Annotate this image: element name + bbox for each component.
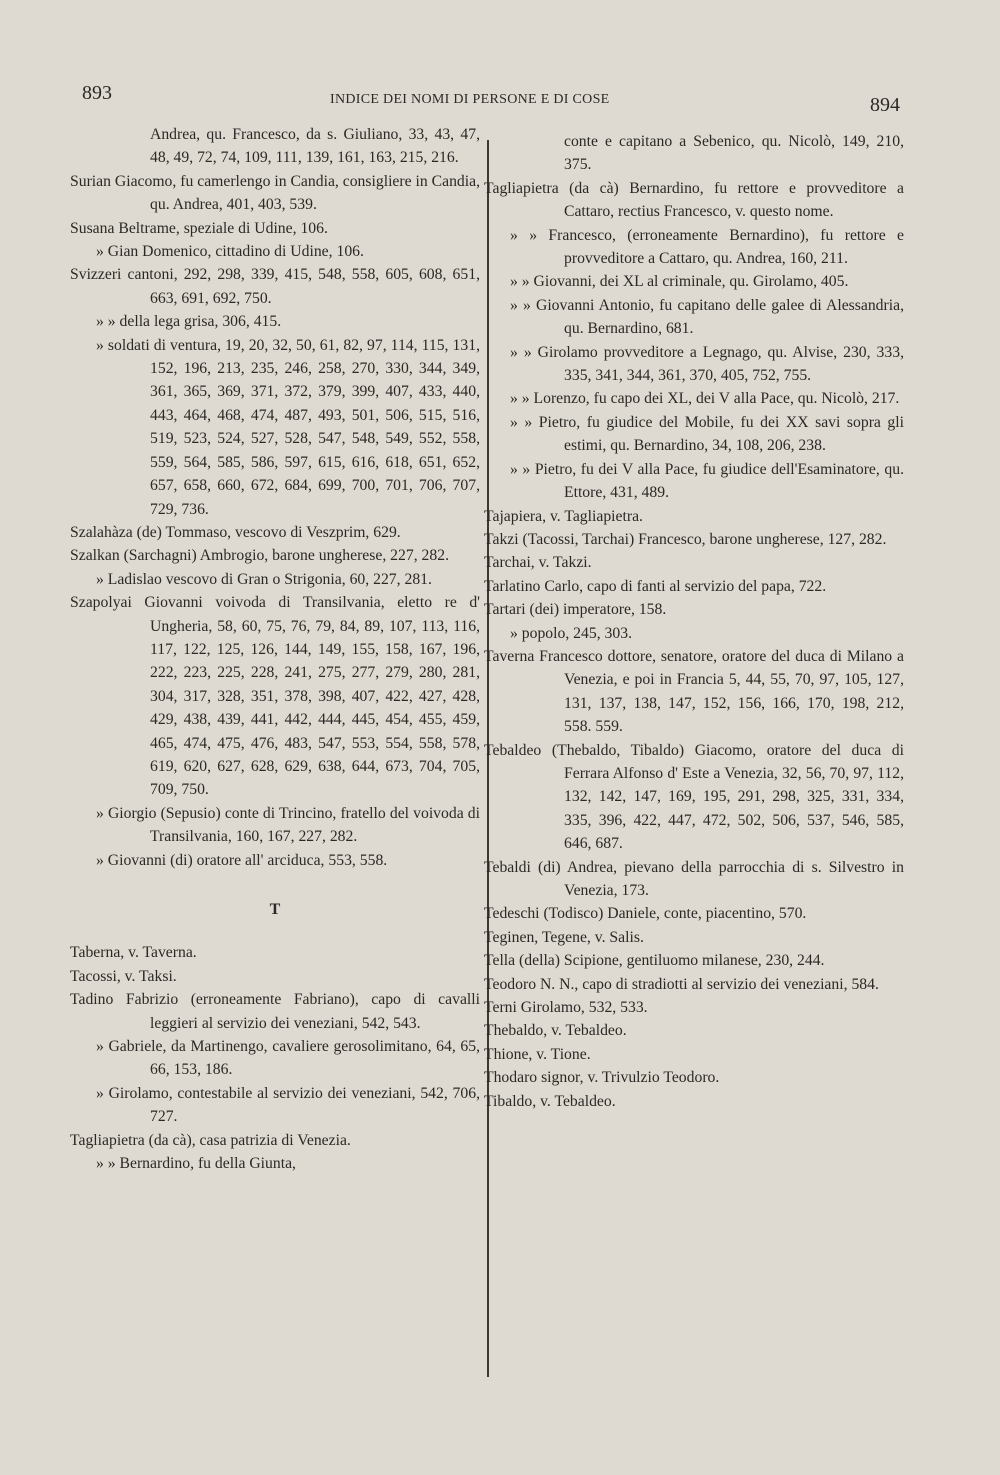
section-letter: T: [269, 901, 281, 918]
index-subentry: » » Giovanni, dei XL al criminale, qu. Girolamo, 405.: [510, 273, 849, 291]
index-entry: Teginen, Tegene, v. Salis.: [484, 928, 644, 946]
left-column: [70, 123, 480, 1175]
index-subentry: » Gian Domenico, cittadino di Udine, 106.: [96, 243, 364, 261]
index-entry: Thodaro signor, v. Trivulzio Teodoro.: [484, 1069, 720, 1087]
index-subentry: » Girolamo, contestabile al servizio dei veneziani, 542, 706, 727.: [96, 1084, 480, 1126]
page-header: [0, 82, 1000, 116]
index-entry: Tadino Fabrizio (erroneamente Fabriano), capo di cavalli leggieri al servizio dei veneziani, 542, 543.: [70, 991, 480, 1032]
index-entry: Thebaldo, v. Tebaldeo.: [484, 1022, 627, 1040]
index-subentry: » popolo, 245, 303.: [510, 624, 633, 642]
index-entry: Tartari (dei) imperatore, 158.: [484, 601, 667, 619]
index-entry-continued: Andrea, qu. Francesco, da s. Giuliano, 33, 43, 47, 48, 49, 72, 74, 109, 111, 139, 161, 163, 215, 216.: [150, 126, 480, 167]
index-subentry: » Ladislao vescovo di Gran o Strigonia, 60, 227, 281.: [96, 570, 432, 588]
index-entry: Tella (della) Scipione, gentiluomo milanese, 230, 244.: [484, 952, 825, 970]
index-subentry: » » Lorenzo, fu capo dei XL, dei V alla Pace, qu. Nicolò, 217.: [510, 390, 900, 408]
index-entry: Szalkan (Sarchagni) Ambrogio, barone ungherese, 227, 282.: [70, 547, 450, 565]
index-entry: Susana Beltrame, speziale di Udine, 106.: [70, 219, 328, 237]
index-entry: Szalahàza (de) Tommaso, vescovo di Veszprim, 629.: [70, 523, 401, 541]
index-subentry: » » Pietro, fu dei V alla Pace, fu giudice dell'Esaminatore, qu. Ettore, 431, 489.: [510, 460, 904, 502]
index-subentry: » soldati di ventura, 19, 20, 32, 50, 61, 82, 97, 114, 115, 131, 152, 196, 213, 235, 246, 258, 270, 330, 344, 349, 361, 365, 369, 371, 372, 379, 399, 407, 433, 440, 443, 464, 468, 474, 487, 493, 501, 506, 515, 516, 519, 523, 524, 527, 528, 547, 548, 549, 552, 558, 559, 564, 585, 586, 597, 615, 616, 618, 651, 652, 657, 658, 660, 672, 684, 699, 700, 701, 706, 707, 729, 736.: [96, 336, 480, 518]
index-entry: Tebaldi (di) Andrea, pievano della parrocchia di s. Silvestro in Venezia, 173.: [484, 858, 904, 899]
index-entry: Svizzeri cantoni, 292, 298, 339, 415, 548, 558, 605, 608, 651, 663, 691, 692, 750.: [70, 266, 480, 307]
index-subentry: » » Bernardino, fu della Giunta,: [96, 1155, 296, 1173]
index-entry: Tajapiera, v. Tagliapietra.: [484, 507, 643, 525]
index-subentry: » » Girolamo provveditore a Legnago, qu. Alvise, 230, 333, 335, 341, 344, 361, 370, 405, 752, 755.: [510, 343, 904, 385]
index-entry: Tagliapietra (da cà) Bernardino, fu rettore e provveditore a Cattaro, rectius Francesco, v. questo nome.: [484, 179, 904, 221]
index-entry: Thione, v. Tione.: [484, 1045, 591, 1063]
right-column: [484, 130, 904, 1113]
index-entry: Teodoro N. N., capo di stradiotti al servizio dei veneziani, 584.: [484, 975, 879, 993]
index-entry: Tebaldeo (Thebaldo, Tibaldo) Giacomo, oratore del duca di Ferrara Alfonso d' Este a Venezia, 32, 56, 70, 97, 112, 132, 142, 147, 169, 195, 291, 298, 325, 331, 334, 335, 396, 422, 447, 472, 502, 506, 537, 546, 585, 646, 687.: [484, 741, 904, 853]
page-number-left: 893: [82, 82, 112, 104]
index-entry: Taverna Francesco dottore, senatore, oratore del duca di Milano a Venezia, e poi in Francia 5, 44, 55, 70, 97, 105, 127, 131, 137, 138, 147, 152, 156, 166, 170, 198, 212, 558. 559.: [484, 647, 904, 736]
index-subentry: » » Pietro, fu giudice del Mobile, fu dei XX savi sopra gli estimi, qu. Bernardino, 34, 108, 206, 238.: [510, 413, 904, 455]
index-entry-continued: conte e capitano a Sebenico, qu. Nicolò, 149, 210, 375.: [564, 133, 904, 174]
index-subentry: » Gabriele, da Martinengo, cavaliere gerosolimitano, 64, 65, 66, 153, 186.: [96, 1038, 480, 1079]
index-entry: Terni Girolamo, 532, 533.: [484, 999, 648, 1017]
index-subentry: » » della lega grisa, 306, 415.: [96, 313, 282, 331]
index-entry: Tarchai, v. Takzi.: [484, 554, 592, 572]
index-subentry: » Giovanni (di) oratore all' arciduca, 553, 558.: [96, 851, 388, 869]
index-entry: Taberna, v. Taverna.: [70, 944, 197, 962]
index-entry: Tagliapietra (da cà), casa patrizia di Venezia.: [70, 1131, 351, 1149]
index-subentry: » Giorgio (Sepusio) conte di Trincino, fratello del voivoda di Transilvania, 160, 167, 227, 282.: [96, 804, 480, 846]
index-entry: Tedeschi (Todisco) Daniele, conte, piacentino, 570.: [484, 905, 807, 923]
page-number-right: 894: [870, 94, 900, 116]
index-entry: Szapolyai Giovanni voivoda di Transilvania, eletto re d' Ungheria, 58, 60, 75, 76, 79, 84, 89, 107, 113, 116, 117, 122, 125, 126, 144, 149, 155, 158, 167, 196, 222, 223, 225, 228, 241, 275, 277, 279, 280, 281, 304, 317, 328, 351, 378, 398, 407, 422, 427, 428, 429, 438, 439, 441, 442, 444, 445, 454, 455, 459, 465, 474, 475, 476, 483, 547, 553, 554, 558, 578, 619, 620, 627, 628, 629, 638, 644, 673, 704, 705, 709, 750.: [70, 594, 480, 799]
index-entry: Takzi (Tacossi, Tarchai) Francesco, barone ungherese, 127, 282.: [484, 530, 887, 548]
index-entry: Tacossi, v. Taksi.: [70, 967, 177, 985]
index-subentry: » » Francesco, (erroneamente Bernardino), fu rettore e provveditore a Cattaro, qu. Andrea, 160, 211.: [510, 226, 904, 268]
index-entry: Surian Giacomo, fu camerlengo in Candia, consigliere in Candia, qu. Andrea, 401, 403, 539.: [70, 172, 480, 214]
index-subentry: » » Giovanni Antonio, fu capitano delle galee di Alessandria, qu. Bernardino, 681.: [510, 296, 904, 338]
index-entry: Tarlatino Carlo, capo di fanti al servizio del papa, 722.: [484, 577, 827, 595]
index-entry: Tibaldo, v. Tebaldeo.: [484, 1092, 616, 1110]
running-title: INDICE DEI NOMI DI PERSONE E DI COSE: [330, 92, 610, 107]
